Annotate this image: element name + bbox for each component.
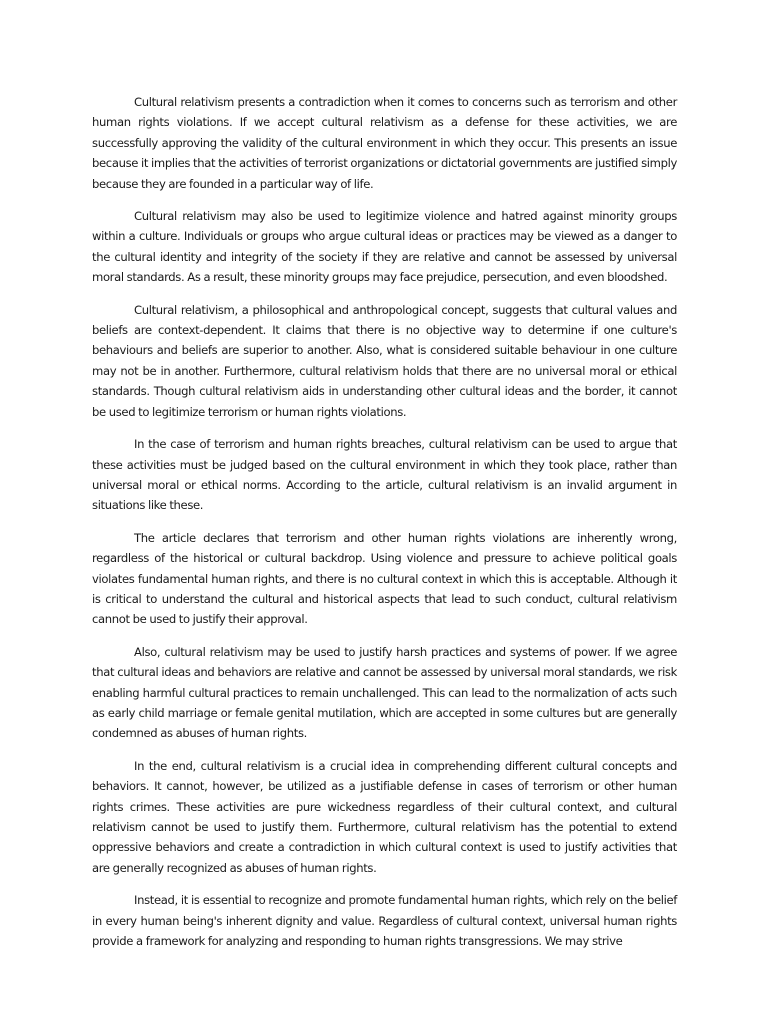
paragraph-6: Also, cultural relativism may be used to justify harsh practices and systems of power. If we agree that cultural ideas and behaviors are relative and cannot be assessed by universal moral standards, we risk enabling harmful cultural practices to remain unchallenged. This can lead to the normalization of acts such as early child marriage or female genital mutilation, which are accepted in some cultures but are generally condemned as abuses of human rights. <box>92 644 677 741</box>
paragraph-7: In the end, cultural relativism is a crucial idea in comprehending different cultural concepts and behaviors. It cannot, however, be utilized as a justifiable defense in cases of terrorism or other human rights crimes. These activities are pure wickedness regardless of their cultural context, and cultural relativism cannot be used to justify them. Furthermore, cultural relativism has the potential to extend oppressive behaviors and create a contradiction in which cultural context is used to justify activities that are generally recognized as abuses of human rights. <box>92 758 677 875</box>
paragraph-8: Instead, it is essential to recognize and promote fundamental human rights, which rely on the belief in every human being's inherent dignity and value. Regardless of cultural context, universal human rights provide a framework for analyzing and responding to human rights transgressions. We may strive <box>92 893 677 949</box>
paragraph-4: In the case of terrorism and human rights breaches, cultural relativism can be used to argue that these activities must be judged based on the cultural environment in which they took place, rather than universal moral or ethical norms. According to the article, cultural relativism is an invalid argument in situations like these. <box>92 437 677 513</box>
paragraph-5: The article declares that terrorism and other human rights violations are inherently wrong, regardless of the historical or cultural backdrop. Using violence and pressure to achieve political goals violates fundamental human rights, and there is no cultural context in which this is acceptable. Although it is critical to understand the cultural and historical aspects that lead to such conduct, cultural relativism cannot be used to justify their approval. <box>92 530 677 627</box>
paragraph-1: Cultural relativism presents a contradiction when it comes to concerns such as terrorism and other human rights violations. If we accept cultural relativism as a defense for these activities, we are successfully approving the validity of the cultural environment in which they occur. This presents an issue because it implies that the activities of terrorist organizations or dictatorial governments are justified simply because they are founded in a particular way of life. <box>92 95 677 191</box>
paragraph-2: Cultural relativism may also be used to legitimize violence and hatred against minority groups within a culture. Individuals or groups who argue cultural ideas or practices may be viewed as a danger to the cultural identity and integrity of the society if they are relative and cannot be assessed by universal moral standards. As a result, these minority groups may face prejudice, persecution, and even bloodshed. <box>92 209 677 285</box>
document-body <box>92 92 677 963</box>
paragraph-3: Cultural relativism, a philosophical and anthropological concept, suggests that cultural values and beliefs are context-dependent. It claims that there is no objective way to determine if one culture's behaviours and beliefs are superior to another. Also, what is considered suitable behaviour in one culture may not be in another. Furthermore, cultural relativism holds that there are no universal moral or ethical standards. Though cultural relativism aids in understanding other cultural ideas and the border, it cannot be used to legitimize terrorism or human rights violations. <box>92 302 677 419</box>
